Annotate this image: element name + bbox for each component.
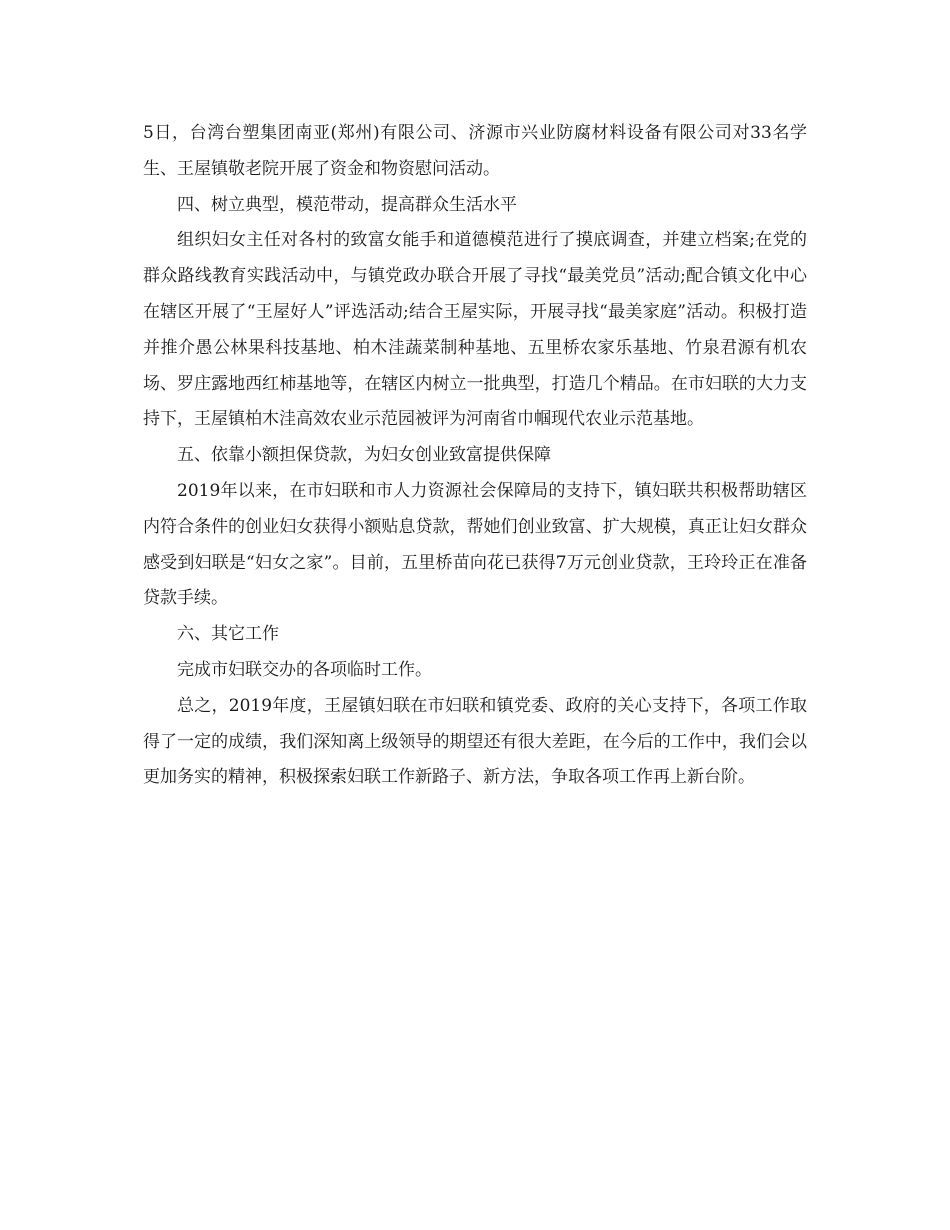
section-heading-4: 四、树立典型，模范带动，提高群众生活水平	[177, 194, 517, 215]
paragraph-microloans: 2019年以来，在市妇联和市人力资源社会保障局的支持下，镇妇联共积极帮助辖区内符合条件的创业妇女获得小额贴息贷款，帮她们创业致富、扩大规模，真正让妇女群众感受到妇联是“妇女之家”。目前，五里桥苗向花已获得7万元创业贷款，王玲玲正在准备贷款手续。	[143, 480, 807, 609]
document-body	[143, 116, 807, 796]
paragraph-role-models: 组织妇女主任对各村的致富女能手和道德模范进行了摸底调查，并建立档案;在党的群众路线教育实践活动中，与镇党政办联合开展了寻找“最美党员”活动;配合镇文化中心在辖区开展了“王屋好人”评选活动;结合王屋实际，开展寻找“最美家庭”活动。积极打造并推介愚公林果科技基地、柏木洼蔬菜制种基地、五里桥农家乐基地、竹泉君源有机农场、罗庄露地西红柿基地等，在辖区内树立一批典型，打造几个精品。在市妇联的大力支持下，王屋镇柏木洼高效农业示范园被评为河南省巾帼现代农业示范基地。	[143, 230, 807, 430]
paragraph-summary: 总之，2019年度，王屋镇妇联在市妇联和镇党委、政府的关心支持下，各项工作取得了一定的成绩，我们深知离上级领导的期望还有很大差距，在今后的工作中，我们会以更加务实的精神，积极探索妇联工作新路子、新方法，争取各项工作再上新台阶。	[143, 695, 807, 788]
section-heading-6: 六、其它工作	[177, 624, 279, 645]
paragraph-other-work: 完成市妇联交办的各项临时工作。	[177, 659, 432, 680]
paragraph-continued: 5日，台湾台塑集团南亚(郑州)有限公司、济源市兴业防腐材料设备有限公司对33名学生、王屋镇敬老院开展了资金和物资慰问活动。	[143, 123, 807, 179]
section-heading-5: 五、依靠小额担保贷款，为妇女创业致富提供保障	[177, 445, 551, 466]
